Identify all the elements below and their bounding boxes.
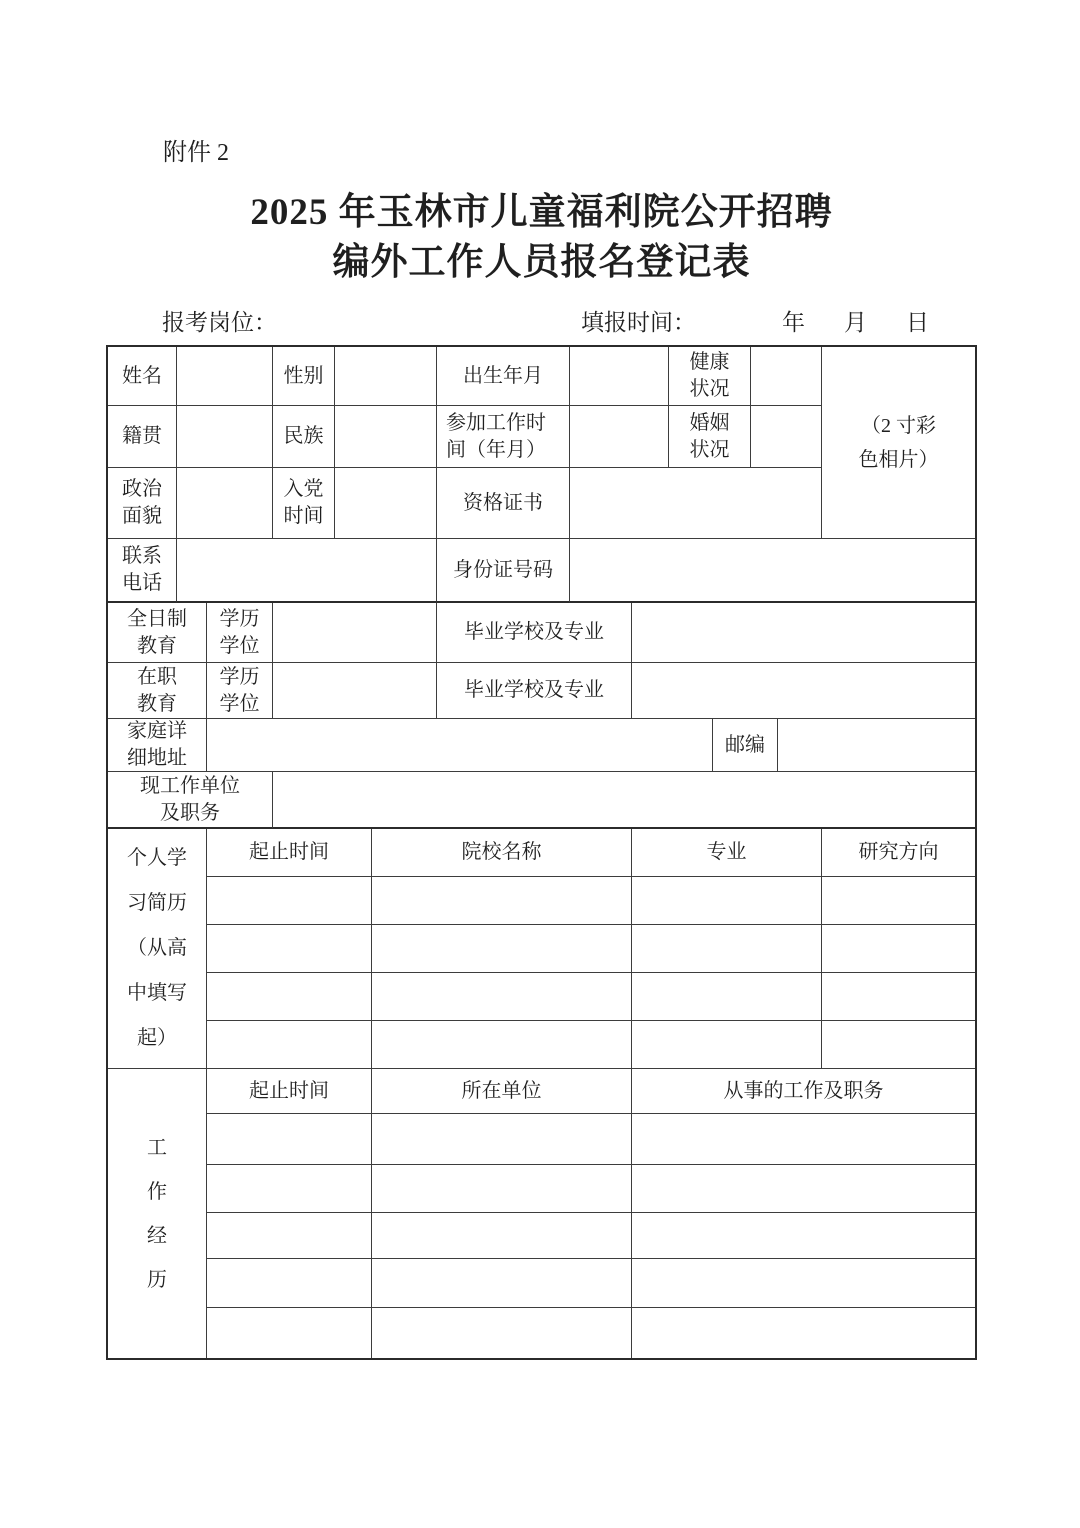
fill-time-label: 填报时间： — [581, 310, 696, 335]
marital-value-cell — [751, 406, 822, 468]
current-unit-value-cell — [273, 772, 975, 829]
health-label: 健康状况 — [669, 347, 751, 406]
study-row-major-cell — [632, 973, 822, 1021]
home-address-value-cell — [207, 719, 713, 772]
study-col-school-header: 院校名称 — [372, 829, 632, 877]
study-history-section-label: 个人学习简历（从高中填写起） — [108, 829, 207, 1069]
study-row-research-cell — [822, 1021, 975, 1069]
work-row-duty-cell — [632, 1213, 975, 1259]
work-row-duty-cell — [632, 1259, 975, 1308]
work-row-unit-cell — [372, 1259, 632, 1308]
work-row-time-cell — [207, 1259, 372, 1308]
title-line-1: 2025 年玉林市儿童福利院公开招聘 — [250, 192, 833, 233]
work-row-time-cell — [207, 1114, 372, 1165]
study-col-major-header: 专业 — [632, 829, 822, 877]
onjob-school-value-cell — [632, 663, 975, 719]
fulltime-degree-label: 学历学位 — [207, 603, 273, 663]
work-row-duty-cell — [632, 1114, 975, 1165]
study-row-time-cell — [207, 877, 372, 925]
id-number-value-cell — [570, 539, 975, 603]
study-row-research-cell — [822, 973, 975, 1021]
work-col-duty-header: 从事的工作及职务 — [632, 1069, 975, 1114]
work-row-duty-cell — [632, 1165, 975, 1213]
study-col-research-header: 研究方向 — [822, 829, 975, 877]
month-unit-label: 月 — [844, 310, 867, 335]
current-unit-label: 现工作单位及职务 — [108, 772, 273, 829]
phone-label: 联系电话 — [108, 539, 177, 603]
gender-label: 性别 — [273, 347, 335, 406]
health-value-cell — [751, 347, 822, 406]
work-start-time-label: 参加工作时间（年月） — [437, 406, 570, 468]
work-row-time-cell — [207, 1308, 372, 1358]
work-row-time-cell — [207, 1165, 372, 1213]
work-row-duty-cell — [632, 1308, 975, 1358]
apply-position-label: 报考岗位： — [162, 310, 277, 335]
study-row-major-cell — [632, 877, 822, 925]
study-col-time-header: 起止时间 — [207, 829, 372, 877]
work-row-unit-cell — [372, 1213, 632, 1259]
onjob-degree-value-cell — [273, 663, 437, 719]
phone-value-cell — [177, 539, 437, 603]
birth-date-value-cell — [570, 347, 669, 406]
ethnicity-value-cell — [335, 406, 437, 468]
id-number-label: 身份证号码 — [437, 539, 570, 603]
study-row-time-cell — [207, 925, 372, 973]
study-row-time-cell — [207, 973, 372, 1021]
work-row-unit-cell — [372, 1165, 632, 1213]
attachment-label: 附件 2 — [163, 140, 229, 166]
onjob-education-label: 在职教育 — [108, 663, 207, 719]
study-row-major-cell — [632, 925, 822, 973]
work-row-time-cell — [207, 1213, 372, 1259]
study-row-school-cell — [372, 1021, 632, 1069]
study-row-school-cell — [372, 973, 632, 1021]
photo-placeholder-cell: （2 寸彩色相片） — [822, 347, 975, 539]
document-content — [106, 0, 977, 1360]
qualification-label: 资格证书 — [437, 468, 570, 539]
year-unit-label: 年 — [782, 310, 805, 335]
fulltime-school-value-cell — [632, 603, 975, 663]
home-address-label: 家庭详细地址 — [108, 719, 207, 772]
party-join-time-value-cell — [335, 468, 437, 539]
info-line — [106, 300, 977, 340]
study-row-major-cell — [632, 1021, 822, 1069]
onjob-school-label: 毕业学校及专业 — [437, 663, 632, 719]
postcode-label: 邮编 — [713, 719, 778, 772]
name-value-cell — [177, 347, 273, 406]
ethnicity-label: 民族 — [273, 406, 335, 468]
work-row-unit-cell — [372, 1114, 632, 1165]
qualification-value-cell — [570, 468, 822, 539]
work-col-time-header: 起止时间 — [207, 1069, 372, 1114]
name-label: 姓名 — [108, 347, 177, 406]
work-col-unit-header: 所在单位 — [372, 1069, 632, 1114]
political-status-value-cell — [177, 468, 273, 539]
postcode-value-cell — [778, 719, 975, 772]
fulltime-school-label: 毕业学校及专业 — [437, 603, 632, 663]
birth-date-label: 出生年月 — [437, 347, 570, 406]
fulltime-degree-value-cell — [273, 603, 437, 663]
registration-form-table — [106, 345, 977, 1360]
work-experience-section-label: 工作经历 — [108, 1069, 207, 1358]
native-place-label: 籍贯 — [108, 406, 177, 468]
work-start-time-value-cell — [570, 406, 669, 468]
study-row-school-cell — [372, 925, 632, 973]
study-row-research-cell — [822, 925, 975, 973]
day-unit-label: 日 — [906, 310, 929, 335]
fulltime-education-label: 全日制教育 — [108, 603, 207, 663]
political-status-label: 政治面貌 — [108, 468, 177, 539]
study-row-research-cell — [822, 877, 975, 925]
native-place-value-cell — [177, 406, 273, 468]
study-row-time-cell — [207, 1021, 372, 1069]
gender-value-cell — [335, 347, 437, 406]
title-line-2: 编外工作人员报名登记表 — [332, 242, 751, 283]
work-row-unit-cell — [372, 1308, 632, 1358]
onjob-degree-label: 学历学位 — [207, 663, 273, 719]
study-row-school-cell — [372, 877, 632, 925]
document-title — [106, 188, 977, 288]
party-join-time-label: 入党时间 — [273, 468, 335, 539]
marital-label: 婚姻状况 — [669, 406, 751, 468]
